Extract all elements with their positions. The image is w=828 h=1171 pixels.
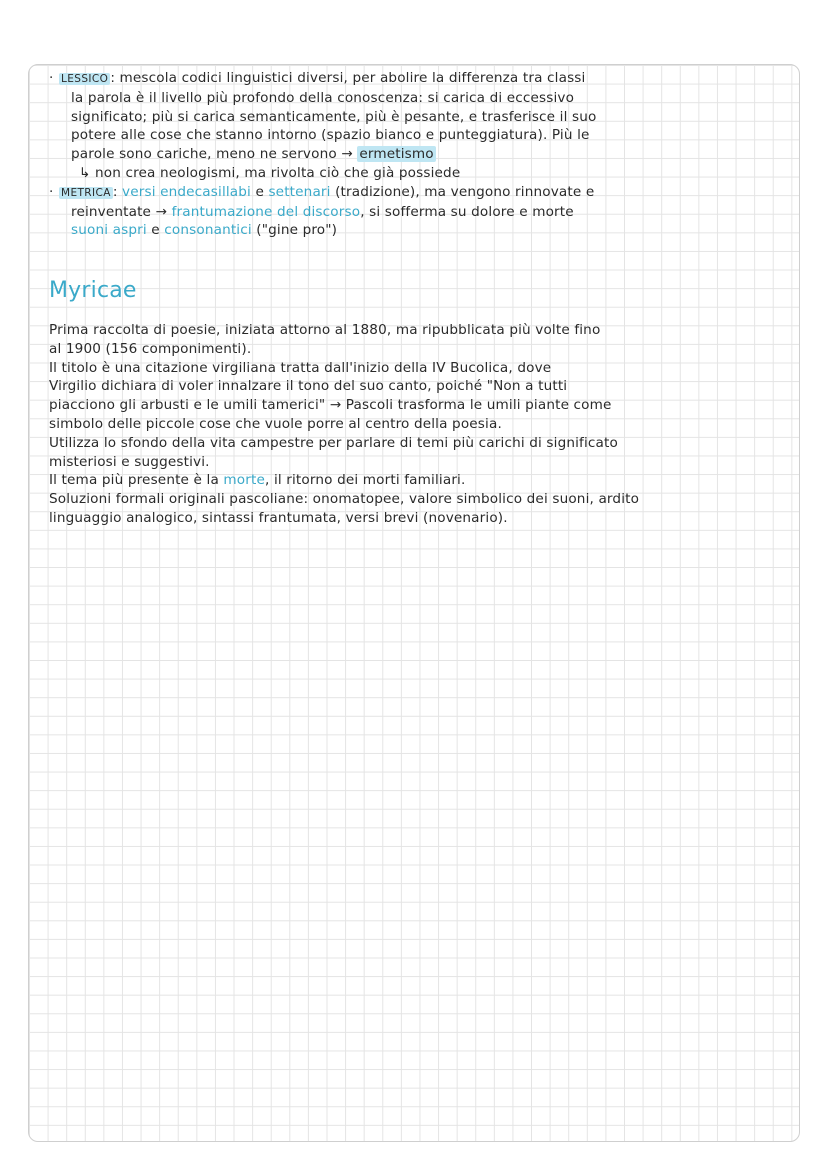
metrica-text-2b: , si sofferma su dolore e morte <box>360 203 574 220</box>
myricae-line-5: piacciono gli arbusti e le umili tamerici" → Pascoli trasforma le umili piante come <box>49 397 612 414</box>
metrica-line-3 <box>49 221 791 240</box>
notebook-page <box>28 64 800 1142</box>
myricae-line-6: simbolo delle piccole cose che vuole porre al centro della poesia. <box>49 415 502 432</box>
morte-word: morte <box>223 472 265 489</box>
myricae-text-9b: , il ritorno dei morti familiari. <box>265 472 466 489</box>
metrica-colon: : <box>112 183 123 200</box>
lessico-line-1 <box>49 69 791 89</box>
metrica-consonantici: consonantici <box>164 222 252 239</box>
bullet: · <box>49 70 54 86</box>
metrica-suoni: suoni aspri <box>71 222 147 239</box>
myricae-line-4: Virgilio dichiara di voler innalzare il tono del suo canto, poiché "Non a tutti <box>49 378 568 395</box>
metrica-text-3: ("gine pro") <box>251 222 338 239</box>
notes-content <box>49 69 791 528</box>
myricae-line-11: linguaggio analogico, sintassi frantumata, versi brevi (novenario). <box>49 509 508 526</box>
metrica-e2: e <box>146 222 165 239</box>
metrica-versi: versi endecasillabi <box>122 183 251 200</box>
myricae-text-9a: Il tema più presente è la <box>49 472 224 489</box>
lessico-line-2: la parola è il livello più profondo della conoscenza: si carica di eccessivo <box>71 89 575 106</box>
myricae-line-7: Utilizza lo sfondo della vita campestre per parlare di temi più carichi di significato <box>49 434 618 451</box>
section-title-myricae: Myricae <box>49 278 137 304</box>
lessico-label: LESSICO <box>61 73 109 85</box>
lessico-text-1: : mescola codici linguistici diversi, per abolire la differenza tra classi <box>110 70 586 86</box>
metrica-line-1 <box>49 183 791 203</box>
lessico-line-5 <box>49 145 791 164</box>
metrica-text-2a: reinventate → <box>71 203 172 220</box>
ermetismo-highlight: ermetismo <box>359 146 434 163</box>
metrica-e: e <box>250 183 269 200</box>
myricae-line-9 <box>49 471 791 490</box>
myricae-line-2: al 1900 (156 componimenti). <box>49 340 252 357</box>
lessico-line-4: potere alle cose che stanno intorno (spazio bianco e punteggiatura). Più le <box>71 127 590 144</box>
metrica-line-2 <box>49 203 791 222</box>
metrica-settenari: settenari <box>268 183 331 200</box>
metrica-frantumazione: frantumazione del discorso <box>171 203 361 220</box>
lessico-text-5: parole sono cariche, meno ne servono → <box>71 146 358 163</box>
metrica-label: METRICA <box>61 186 111 199</box>
myricae-line-10: Soluzioni formali originali pascoliane: onomatopee, valore simbolico dei suoni, ardito <box>49 491 640 508</box>
myricae-line-8: misteriosi e suggestivi. <box>49 453 210 470</box>
lessico-line-6: ↳ non crea neologismi, ma rivolta ciò che già possiede <box>79 164 461 181</box>
myricae-line-1: Prima raccolta di poesie, iniziata attorno al 1880, ma ripubblicata più volte fino <box>49 321 601 338</box>
metrica-text-1: (tradizione), ma vengono rinnovate e <box>330 183 595 200</box>
myricae-line-3: Il titolo è una citazione virgiliana tratta dall'inizio della IV Bucolica, dove <box>49 359 552 376</box>
bullet: · <box>49 183 54 200</box>
lessico-line-3: significato; più si carica semanticamente, più è pesante, e trasferisce il suo <box>71 108 597 125</box>
